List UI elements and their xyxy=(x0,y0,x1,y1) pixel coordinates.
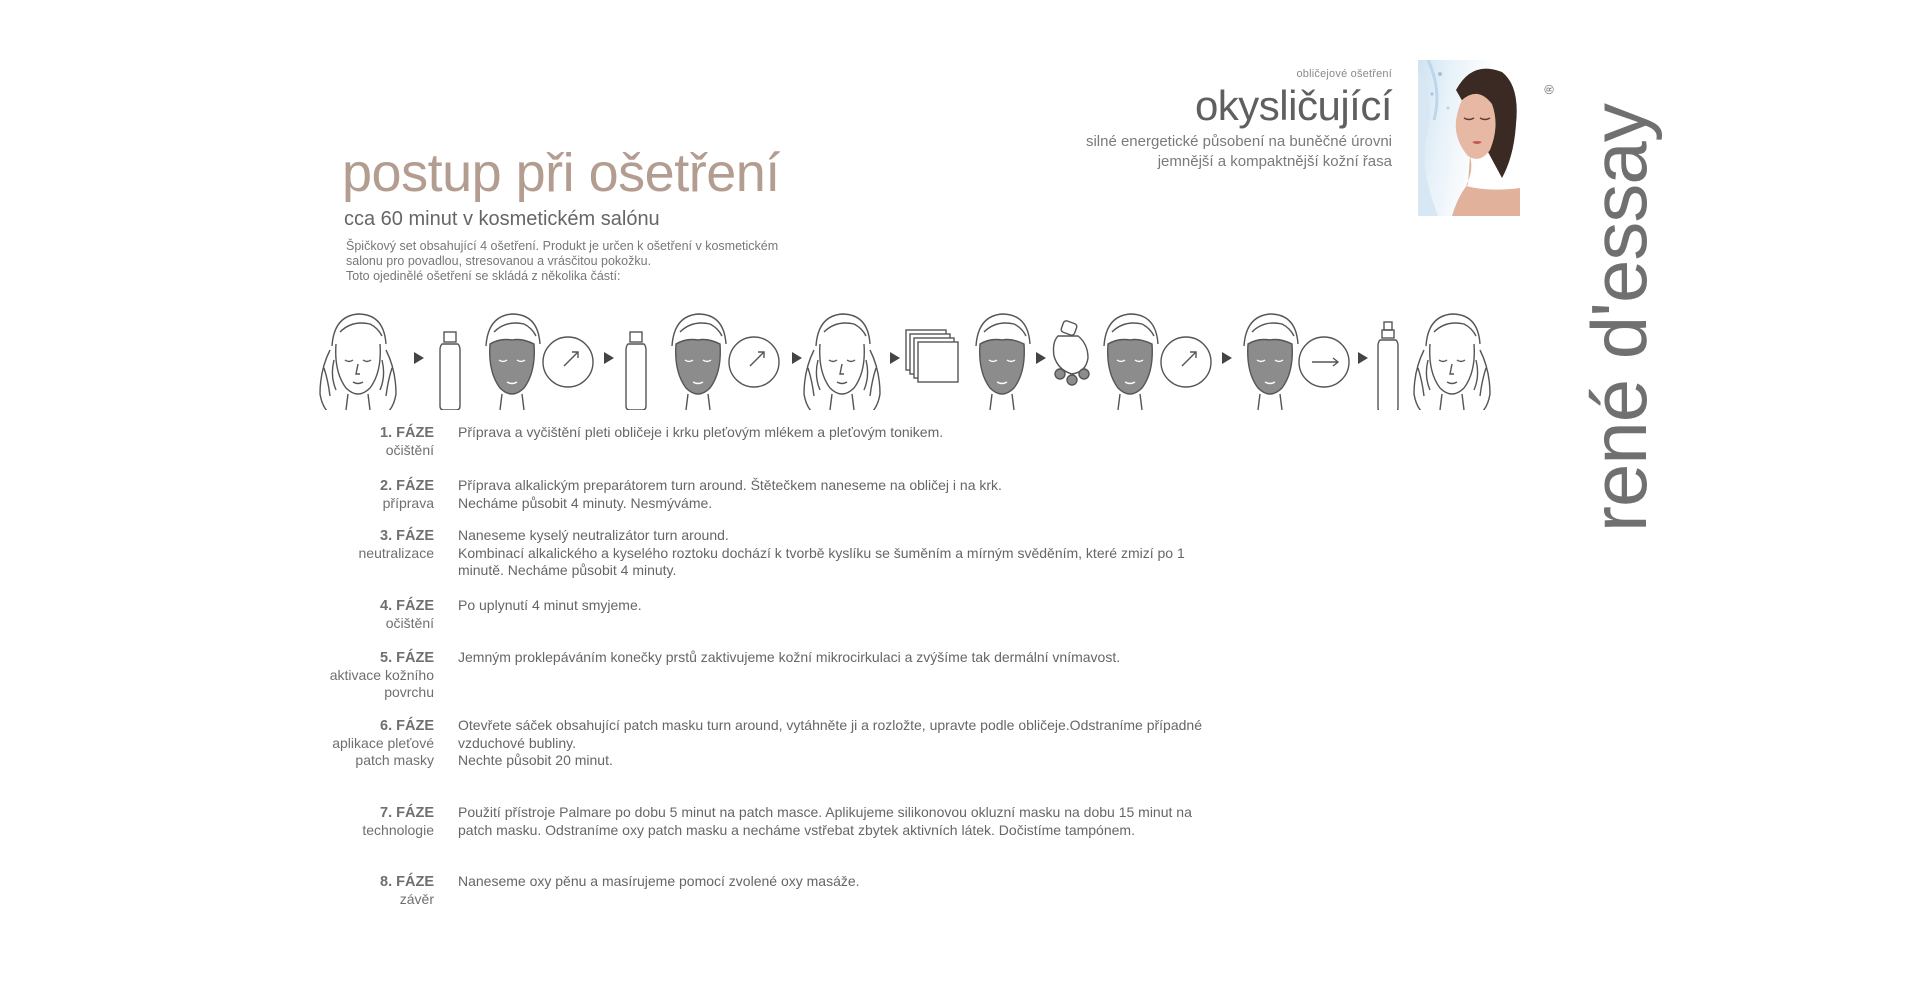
product-name: okysličující xyxy=(1194,82,1392,129)
masked-face-icon xyxy=(486,314,540,410)
intro-text xyxy=(346,239,816,284)
phase-description: Naneseme oxy pěnu a masírujeme pomocí zvolené oxy masáže. xyxy=(458,873,860,889)
phase-description: Příprava alkalickým preparátorem turn around. Štětečkem naneseme na obličej i na krk. xyxy=(458,477,1002,493)
bottle-icon xyxy=(440,332,460,410)
arrow-icon xyxy=(414,352,424,364)
brand-logo xyxy=(1574,92,1664,552)
intro-line-1: Špičkový set obsahující 4 ošetření. Produkt je určen k ošetření v kosmetickém xyxy=(346,239,779,253)
phase-name: příprava xyxy=(382,495,434,511)
phase-number: 4. FÁZE xyxy=(380,598,434,614)
tagline-line-1: silné energetické působení na buněčné úrovni xyxy=(1085,133,1392,151)
phase-name: aplikace pleťové xyxy=(332,735,434,751)
phase-description: Jemným proklepáváním konečky prstů zaktivujeme kožní mikrocirkulaci a zvýšíme tak dermální vnímavost. xyxy=(458,649,1121,665)
face-massage-icon xyxy=(804,314,880,410)
registered-mark: ® xyxy=(1541,84,1557,95)
product-header xyxy=(872,68,1392,172)
phase-name: závěr xyxy=(399,891,434,907)
phase-description-line-2: vzduchové bubliny. xyxy=(458,734,577,751)
page-subtitle: cca 60 minut v kosmetickém salónu xyxy=(344,208,660,230)
phase-name-line-2: patch masky xyxy=(355,752,434,768)
device-icon xyxy=(1054,320,1090,385)
patch-sheets-icon xyxy=(906,330,958,382)
phase-number: 6. FÁZE xyxy=(380,718,434,734)
phase-number: 1. FÁZE xyxy=(380,425,434,441)
timer-icon xyxy=(729,337,779,387)
phase-description: Příprava a vyčištění pleti obličeje i krku pleťovým mlékem a pleťovým tonikem. xyxy=(458,424,944,440)
phase-description: Naneseme kyselý neutralizátor turn around. xyxy=(458,527,729,543)
phase-description-line-2: Necháme působit 4 minuty. Nesmýváme. xyxy=(458,494,713,511)
masked-face-icon xyxy=(672,314,726,410)
intro-line-2: salonu pro povadlou, stresovanou a vrásčitou pokožku. xyxy=(346,254,652,268)
timer-icon xyxy=(543,337,593,387)
phase-number: 2. FÁZE xyxy=(380,478,434,494)
face-massage-icon xyxy=(1414,314,1490,410)
phase-description: Otevřete sáček obsahující patch masku turn around, vytáhněte ji a rozložte, upravte podle obličeje.Odstraníme případné xyxy=(458,717,1202,733)
tagline-line-2: jemnější a kompaktnější kožní řasa xyxy=(1157,153,1392,171)
intro-line-3: Toto ojedinělé ošetření se skládá z několika částí: xyxy=(346,269,621,283)
phase-name: aktivace kožního xyxy=(329,667,434,683)
title-block xyxy=(342,143,902,284)
arrow-icon xyxy=(1222,352,1232,364)
phase-number: 3. FÁZE xyxy=(380,528,434,544)
timer-icon xyxy=(1299,337,1349,387)
model-portrait-image xyxy=(1418,60,1520,216)
arrow-icon xyxy=(890,352,900,364)
phase-description-line-3: minutě. Necháme působit 4 minuty. xyxy=(458,562,677,578)
masked-face-icon xyxy=(1104,314,1158,410)
phase-description: Použití přístroje Palmare po dobu 5 minut na patch masce. Aplikujeme silikonovou okluzní masku na dobu 15 minut na xyxy=(458,804,1192,820)
arrow-icon xyxy=(1358,352,1368,364)
face-massage-icon xyxy=(320,314,396,410)
phase-number: 7. FÁZE xyxy=(380,805,434,821)
phase-name: očištění xyxy=(385,615,434,631)
phase-number: 8. FÁZE xyxy=(380,874,434,890)
phase-name: technologie xyxy=(362,822,434,838)
arrow-icon xyxy=(604,352,614,364)
spray-bottle-icon xyxy=(1378,322,1398,410)
phase-description-line-3: Nechte působit 20 minut. xyxy=(458,752,613,768)
phase-name: očištění xyxy=(385,442,434,458)
phase-name-line-2: povrchu xyxy=(384,684,434,700)
phase-name: neutralizace xyxy=(358,545,434,561)
timer-icon xyxy=(1161,337,1211,387)
procedure-icon-strip xyxy=(318,300,1510,410)
arrow-icon xyxy=(1036,352,1046,364)
phase-description: Po uplynutí 4 minut smyjeme. xyxy=(458,597,642,613)
arrow-icon xyxy=(792,352,802,364)
masked-face-icon xyxy=(976,314,1030,410)
phase-description-line-2: patch masku. Odstraníme oxy patch masku a necháme vstřebat zbytek aktivních látek. Dočistíme tampónem. xyxy=(458,821,1135,838)
brand-wordmark: rené d'essay xyxy=(1575,104,1663,532)
bottle-icon xyxy=(626,332,646,410)
phase-number: 5. FÁZE xyxy=(380,650,434,666)
phase-description-line-2: Kombinací alkalického a kyselého roztoku dochází k tvorbě kyslíku se šuměním a mírným svěděním, které zmizí po 1 xyxy=(458,544,1185,561)
masked-face-icon xyxy=(1244,314,1298,410)
page-title: postup při ošetření xyxy=(342,143,780,203)
category-label: obličejové ošetření xyxy=(1296,68,1392,80)
